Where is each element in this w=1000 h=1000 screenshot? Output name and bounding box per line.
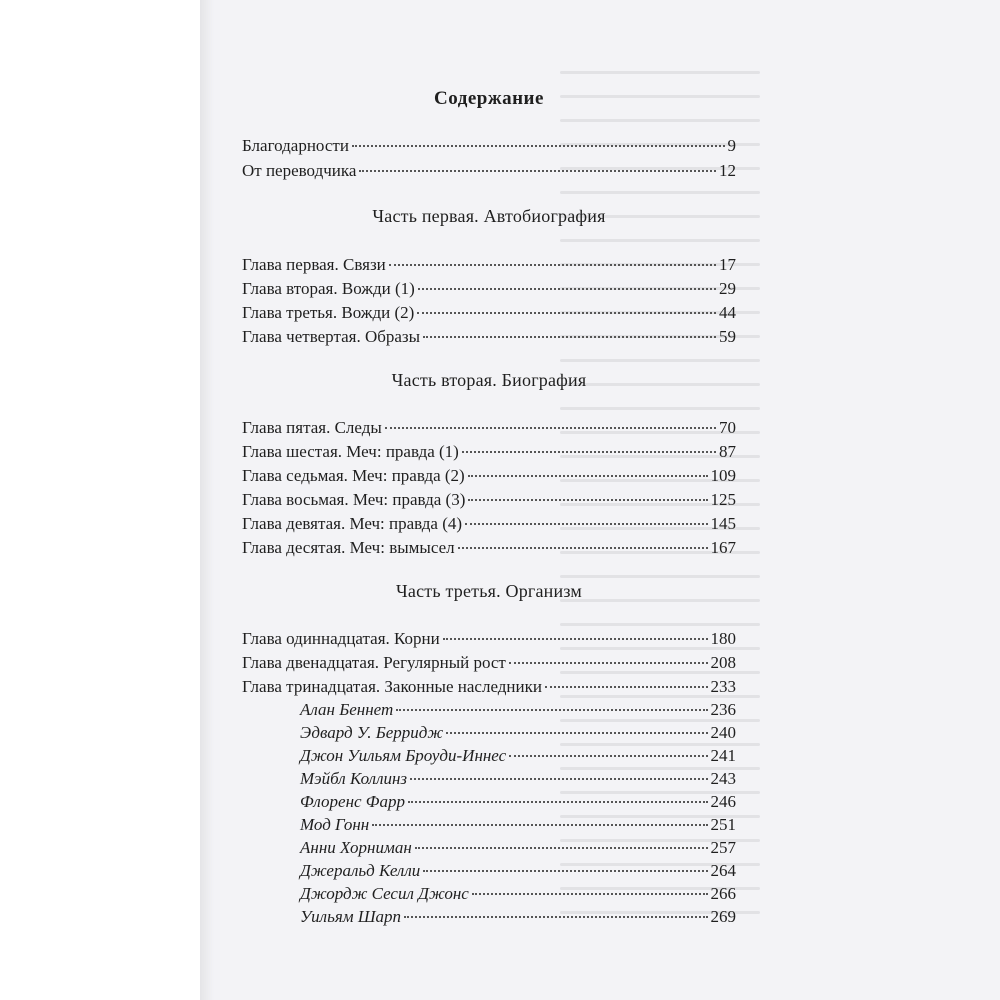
toc-subentry[interactable]	[300, 813, 736, 837]
toc-entry-label: Глава одиннадцатая. Корни	[242, 629, 440, 648]
toc-entry[interactable]	[242, 651, 736, 675]
toc-entry[interactable]	[242, 301, 736, 325]
toc-entry[interactable]	[242, 464, 736, 488]
toc-subentry-page: 266	[710, 884, 736, 903]
toc-entry-page: 208	[710, 653, 736, 672]
toc-entry-page: 9	[727, 136, 736, 155]
toc-entry-page: 145	[710, 514, 736, 533]
dot-leader	[446, 732, 707, 734]
dot-leader	[418, 288, 716, 290]
toc-subentry[interactable]	[300, 767, 736, 791]
toc-subentry[interactable]	[300, 836, 736, 860]
toc-entry-page: 233	[710, 677, 736, 696]
toc-subentry-label: Мод Гонн	[300, 815, 370, 834]
toc-entry-label: Глава шестая. Меч: правда (1)	[242, 442, 459, 461]
dot-leader	[352, 145, 725, 147]
dot-leader	[423, 870, 707, 872]
toc-subentry-page: 251	[710, 815, 736, 834]
dot-leader	[465, 523, 707, 525]
toc-entry-page: 87	[719, 442, 736, 461]
toc-subentry[interactable]	[300, 905, 736, 929]
toc-entry-page: 125	[710, 490, 736, 509]
toc-entry[interactable]	[242, 134, 736, 158]
toc-entry-label: Глава восьмая. Меч: правда (3)	[242, 490, 466, 509]
toc-subentry-page: 269	[710, 907, 736, 926]
toc-subentry-label: Анни Хорниман	[300, 838, 412, 857]
toc-entry-label: От переводчика	[242, 161, 357, 180]
toc-subentry-label: Уильям Шарп	[300, 907, 402, 926]
toc-subentry-label: Джордж Сесил Джонс	[300, 884, 469, 903]
toc-entry-label: Глава девятая. Меч: правда (4)	[242, 514, 463, 533]
dot-leader	[472, 893, 708, 895]
dot-leader	[404, 916, 707, 918]
part-heading: Часть вторая. Биография	[391, 370, 587, 390]
toc-subentry-label: Алан Беннет	[300, 700, 394, 719]
toc-entry-page: 59	[719, 327, 736, 346]
toc-subentry-page: 264	[710, 861, 736, 880]
toc-subentry-label: Джеральд Келли	[300, 861, 421, 880]
toc-subentry[interactable]	[300, 721, 736, 745]
dot-leader	[545, 686, 708, 688]
dot-leader	[385, 427, 716, 429]
toc-subentry-label: Мэйбл Коллинз	[300, 769, 408, 788]
toc-entry-label: Глава пятая. Следы	[242, 418, 382, 437]
toc-entry[interactable]	[242, 440, 736, 464]
toc-entry[interactable]	[242, 416, 736, 440]
dot-leader	[417, 312, 716, 314]
toc-entry[interactable]	[242, 627, 736, 651]
toc-subentry[interactable]	[300, 859, 736, 883]
toc-entry[interactable]	[242, 159, 736, 183]
dot-leader	[410, 778, 707, 780]
toc-entry-label: Глава тринадцатая. Законные наследники	[242, 677, 542, 696]
toc-entry-page: 17	[719, 255, 736, 274]
toc-entry-label: Глава двенадцатая. Регулярный рост	[242, 653, 506, 672]
toc-subentry-page: 236	[710, 700, 736, 719]
dot-leader	[423, 336, 716, 338]
dot-leader	[443, 638, 708, 640]
toc-subentry-label: Эдвард У. Берридж	[300, 723, 444, 742]
part-heading: Часть третья. Организм	[396, 581, 582, 601]
toc-entry-label: Благодарности	[242, 136, 349, 155]
dot-leader	[396, 709, 707, 711]
dot-leader	[509, 755, 707, 757]
toc-entry-page: 109	[710, 466, 736, 485]
toc-subentry-page: 240	[710, 723, 736, 742]
toc-entry-label: Глава седьмая. Меч: правда (2)	[242, 466, 465, 485]
toc-subentry-page: 243	[710, 769, 736, 788]
dot-leader	[359, 170, 716, 172]
toc-subentry-page: 257	[710, 838, 736, 857]
toc-entry[interactable]	[242, 512, 736, 536]
toc-entry[interactable]	[242, 536, 736, 560]
part-heading: Часть первая. Автобиография	[372, 206, 606, 226]
toc-entry-label: Глава первая. Связи	[242, 255, 386, 274]
toc-entry-label: Глава вторая. Вожди (1)	[242, 279, 415, 298]
toc-subentry[interactable]	[300, 882, 736, 906]
toc-entry-label: Глава четвертая. Образы	[242, 327, 421, 346]
dot-leader	[372, 824, 707, 826]
toc-entry-page: 12	[719, 161, 736, 180]
dot-leader	[389, 264, 716, 266]
toc-entry-page: 70	[719, 418, 736, 437]
toc-entry-label: Глава третья. Вожди (2)	[242, 303, 415, 322]
dot-leader	[458, 547, 708, 549]
toc-title: Содержание	[434, 88, 544, 109]
toc-entry[interactable]	[242, 325, 736, 349]
toc-entry[interactable]	[242, 488, 736, 512]
toc-entry-page: 167	[710, 538, 736, 557]
toc-entry[interactable]	[242, 277, 736, 301]
toc-entry-page: 44	[719, 303, 736, 322]
table-of-contents	[242, 0, 736, 1000]
toc-subentry[interactable]	[300, 744, 736, 768]
toc-entry-page: 180	[710, 629, 736, 648]
toc-entry-page: 29	[719, 279, 736, 298]
dot-leader	[462, 451, 716, 453]
dot-leader	[468, 475, 708, 477]
toc-subentry-page: 246	[710, 792, 736, 811]
toc-subentry[interactable]	[300, 790, 736, 814]
dot-leader	[509, 662, 708, 664]
toc-entry-label: Глава десятая. Меч: вымысел	[242, 538, 455, 557]
toc-subentry-label: Джон Уильям Броуди-Иннес	[300, 746, 507, 765]
dot-leader	[408, 801, 708, 803]
dot-leader	[415, 847, 708, 849]
toc-subentry-page: 241	[710, 746, 736, 765]
dot-leader	[468, 499, 707, 501]
toc-subentry[interactable]	[300, 698, 736, 722]
toc-entry[interactable]	[242, 675, 736, 699]
toc-entry[interactable]	[242, 253, 736, 277]
page-gutter-shadow	[200, 0, 214, 1000]
toc-subentry-label: Флоренс Фарр	[300, 792, 405, 811]
